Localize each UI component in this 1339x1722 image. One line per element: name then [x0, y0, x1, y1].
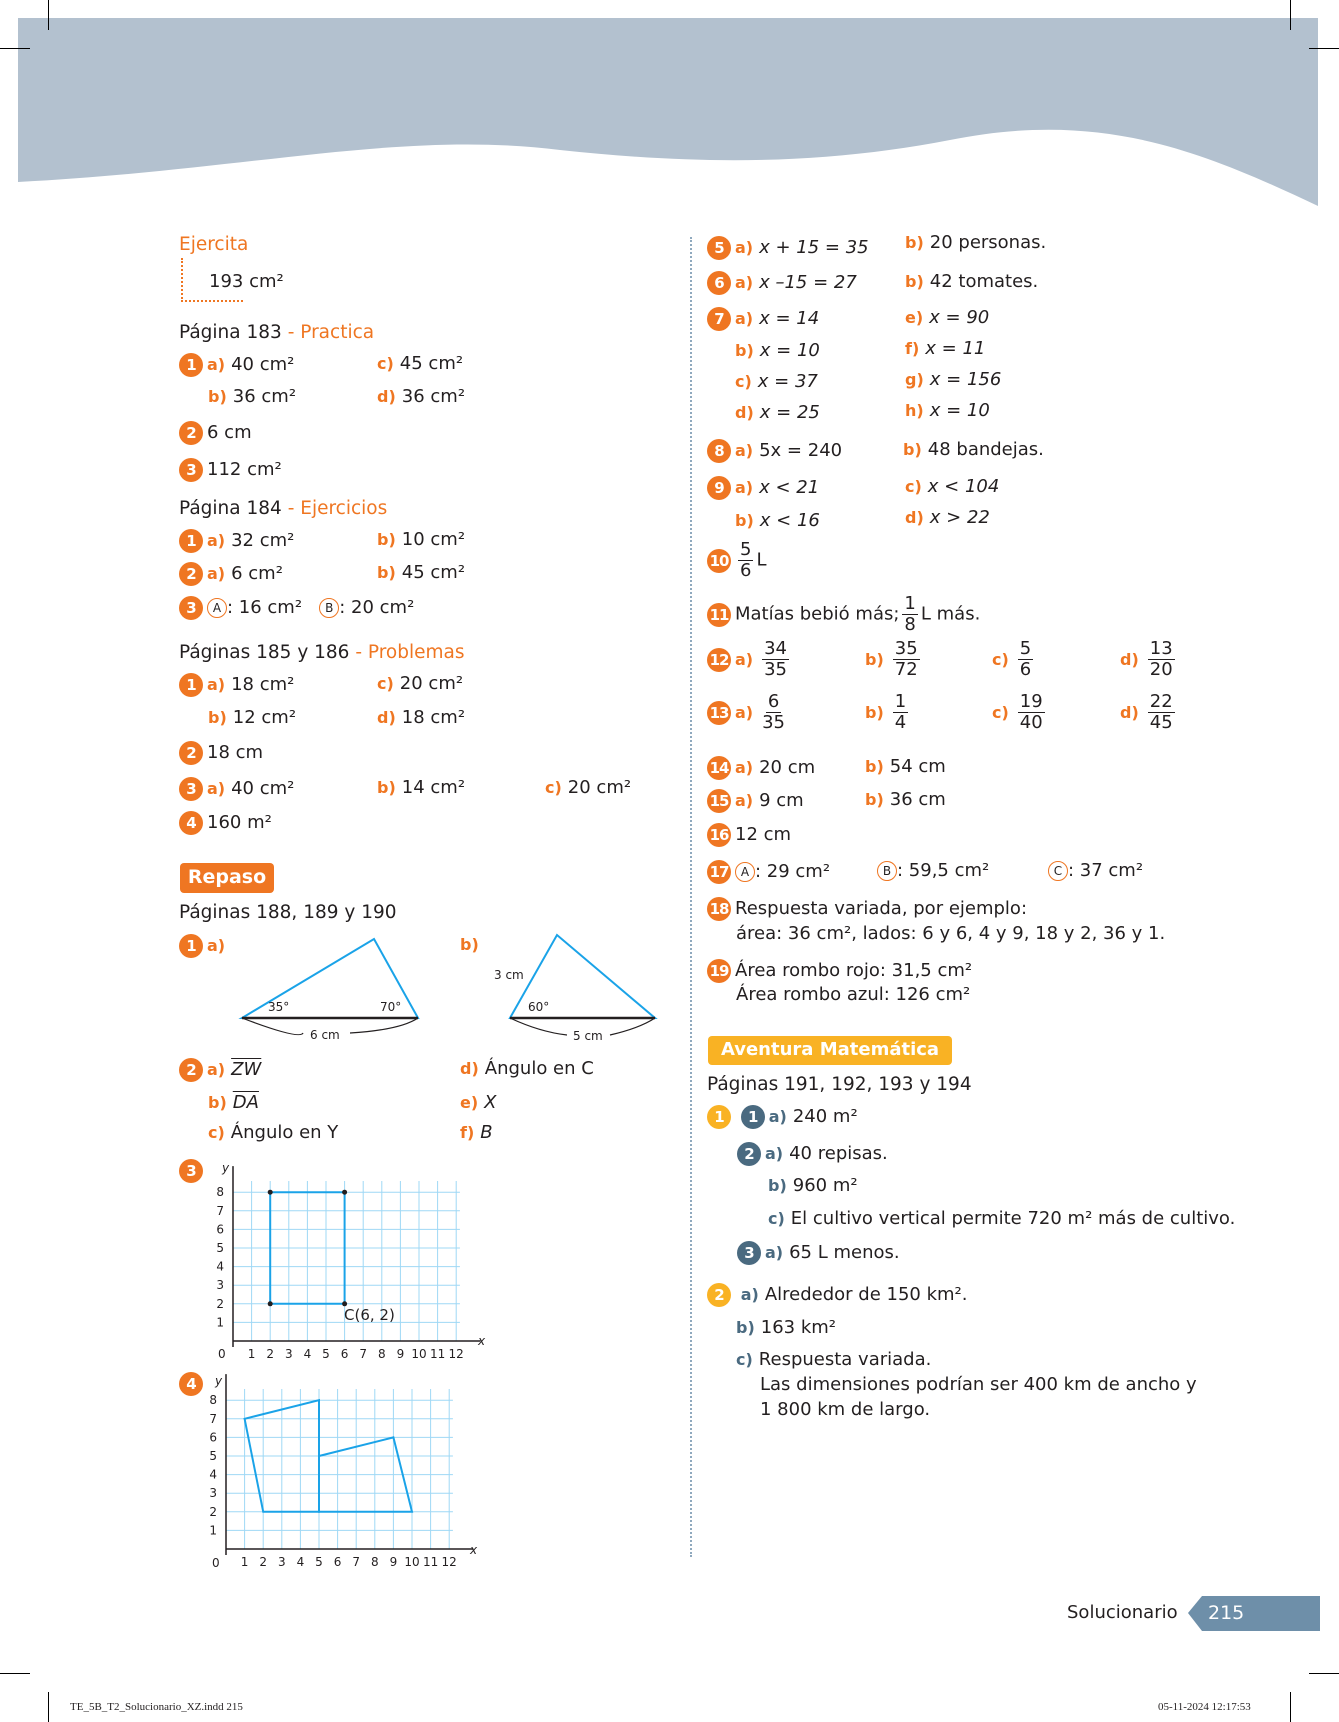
answer-line: c) Ángulo en Y [208, 1122, 339, 1143]
answer-line: 3 112 cm² [179, 458, 282, 482]
x-tick-label: 8 [370, 1555, 379, 1569]
answer-line: 2 a) 40 repisas. [737, 1142, 888, 1166]
answer-line: 4 [179, 1372, 207, 1396]
x-tick-label: 5 [315, 1555, 323, 1569]
answer-line: c) 20 cm² [377, 673, 464, 694]
answer-line: b) 20 personas. [905, 232, 1047, 253]
y-tick-label: 8 [209, 1393, 217, 1408]
side-label: 6 cm [310, 1028, 340, 1042]
point [342, 1190, 347, 1195]
answer-line: b) x < 16 [735, 510, 820, 531]
answer-line: 1 a) 32 cm² [179, 529, 294, 553]
y-tick-label: 3 [209, 1486, 217, 1501]
answer-line: c) El cultivo vertical permite 720 m² más de cultivo. [768, 1208, 1236, 1229]
answer-line: 7 a) x = 14 [707, 307, 819, 331]
answer-line: b) 54 cm [865, 756, 946, 777]
x-tick-label: 11 [429, 1347, 446, 1361]
x-tick-label: 9 [389, 1555, 398, 1569]
angle-label: 70° [380, 1000, 402, 1014]
answer-line: h) x = 10 [905, 400, 990, 421]
answer-line: 3 a) 65 L menos. [737, 1241, 900, 1265]
x-tick-label: 12 [448, 1347, 464, 1361]
x-tick-label: 7 [359, 1347, 368, 1361]
x-tick-label: 5 [322, 1347, 330, 1361]
answer-line: 4 160 m² [179, 811, 272, 835]
answer-line: f) x = 11 [905, 338, 986, 359]
answer-line: área: 36 cm², lados: 6 y 6, 4 y 9, 18 y 2, 36 y 1. [736, 923, 1166, 944]
y-tick-label: 3 [216, 1278, 224, 1293]
x-tick-label: 2 [266, 1347, 275, 1361]
page-number: 215 [1208, 1602, 1245, 1624]
answer-line: 16 12 cm [707, 823, 791, 847]
answer-line: b) 42 tomates. [905, 271, 1039, 292]
answer-line: 3 [179, 1159, 207, 1183]
answer-line: c) x = 37 [735, 371, 818, 392]
answer-line: 15 a) 9 cm [707, 789, 804, 813]
answer-line: b) 10 cm² [377, 529, 466, 550]
answer-line: 6 a) x –15 = 27 [707, 271, 857, 295]
answer-line: 12 a) $\frac{34}{35}$ [707, 639, 792, 680]
answer-line: b) 12 cm² [208, 707, 297, 728]
ejercita-heading: Ejercita [179, 234, 249, 255]
answer-line: 17 A : 29 cm² [707, 860, 830, 884]
answer-line: d) 18 cm² [377, 707, 466, 728]
answer-line: 2 a) Alrededor de 150 km². [707, 1283, 968, 1307]
answer-line: 19 Área rombo rojo: 31,5 cm² [707, 959, 972, 983]
x-tick-label: 9 [396, 1347, 405, 1361]
y-axis-label: y [222, 1161, 230, 1175]
answer-line: b) [460, 935, 479, 954]
y-tick-label: 2 [216, 1296, 224, 1311]
x-tick-label: 10 [404, 1555, 420, 1569]
y-tick-label: 1 [216, 1315, 224, 1330]
x-tick-label: 4 [303, 1347, 312, 1361]
point [268, 1190, 273, 1195]
answer-line: f) B [460, 1122, 493, 1143]
header-wave [0, 0, 1339, 220]
footer-label: Solucionario [1067, 1602, 1178, 1623]
repaso-banner: Repaso [180, 863, 274, 893]
answer-line: d) $\frac{22}{45}$ [1120, 691, 1173, 733]
slug-date: 05-11-2024 12:17:53 [1158, 1701, 1251, 1713]
answer-line: b) $\frac{35}{72}$ [865, 638, 918, 680]
answer-line: 2 6 cm [179, 421, 252, 445]
answer-line: 1 800 km de largo. [760, 1399, 931, 1420]
y-tick-label: 7 [209, 1411, 217, 1426]
answer-line: b) 163 km² [736, 1317, 837, 1338]
x-tick-label: 10 [411, 1347, 427, 1361]
section-heading: Páginas 191, 192, 193 y 194 [707, 1074, 972, 1095]
x-tick-label: 6 [333, 1555, 342, 1569]
section-heading: Página 183 - Practica [179, 322, 375, 343]
slug-file: TE_5B_T2_Solucionario_XZ.indd 215 [70, 1701, 243, 1713]
x-tick-label: 7 [352, 1555, 361, 1569]
section-heading: Páginas 185 y 186 - Problemas [179, 642, 465, 663]
side-label: 3 cm [494, 968, 524, 982]
y-tick-label: 1 [209, 1523, 217, 1538]
answer-line: d) x = 25 [735, 402, 820, 423]
x-tick-label: 4 [296, 1555, 305, 1569]
x-tick-label: 1 [247, 1347, 256, 1361]
answer-line: 13 a) $\frac{6}{35}$ [707, 692, 788, 733]
y-tick-label: 4 [216, 1259, 224, 1274]
answer-line: C : 37 cm² [1048, 860, 1143, 882]
x-axis-label: x [470, 1543, 478, 1557]
answer-line: 5 a) x + 15 = 35 [707, 236, 869, 260]
x-tick-label: 6 [340, 1347, 349, 1361]
answer-line: d) $\frac{13}{20}$ [1120, 638, 1173, 680]
answer-line: 14 a) 20 cm [707, 756, 815, 780]
y-tick-label: 4 [209, 1467, 217, 1482]
x-tick-label: 3 [277, 1555, 286, 1569]
answer-line: d) Ángulo en C [460, 1058, 594, 1079]
ejercita-answer: 193 cm² [209, 271, 284, 292]
origin-label: 0 [212, 1556, 220, 1570]
answer-line: 3 a) 40 cm² [179, 777, 294, 801]
answer-line: 10 $\frac{5}{6}$ L [707, 540, 766, 581]
answer-line: 1 a) [179, 934, 231, 958]
section-heading: Páginas 188, 189 y 190 [179, 902, 397, 923]
y-tick-label: 6 [216, 1222, 224, 1237]
answer-line: b) 45 cm² [377, 562, 466, 583]
y-tick-label: 8 [216, 1185, 224, 1200]
answer-line: g) x = 156 [905, 369, 1002, 390]
answer-line: d) 36 cm² [377, 386, 466, 407]
angle-label: 35° [268, 1000, 290, 1014]
answer-line: c) 45 cm² [377, 353, 464, 374]
side-label: 5 cm [573, 1029, 603, 1043]
y-tick-label: 2 [209, 1504, 217, 1519]
y-axis-label: y [215, 1374, 223, 1388]
answer-line: b) x = 10 [735, 340, 820, 361]
angle-label: 60° [528, 1000, 550, 1014]
y-tick-label: 5 [209, 1449, 217, 1463]
x-tick-label: 8 [377, 1347, 386, 1361]
x-axis-label: x [478, 1334, 486, 1348]
aventura-banner: Aventura Matemática [708, 1036, 952, 1065]
answer-line: b) 960 m² [768, 1175, 858, 1196]
answer-line: 8 a) 5x = 240 [707, 439, 842, 463]
answer-line: B : 59,5 cm² [877, 860, 989, 882]
answer-line: b) $\frac{1}{4}$ [865, 691, 907, 733]
x-tick-label: 2 [259, 1555, 268, 1569]
answer-line: Las dimensiones podrían ser 400 km de ancho y [760, 1374, 1197, 1395]
answer-line: b) 36 cm² [208, 386, 297, 407]
answer-line: e) X [460, 1092, 497, 1113]
column-divider [690, 237, 692, 1557]
section-heading: Página 184 - Ejercicios [179, 498, 388, 519]
answer-line: 3 A : 16 cm² B : 20 cm² [179, 596, 414, 620]
answer-line: Área rombo azul: 126 cm² [736, 984, 971, 1005]
x-tick-label: 11 [422, 1555, 439, 1569]
y-tick-label: 5 [216, 1241, 224, 1255]
answer-line: c) Respuesta variada. [736, 1349, 932, 1370]
answer-line: e) x = 90 [905, 307, 990, 328]
answer-line: b) 14 cm² [377, 777, 466, 798]
origin-label: 0 [218, 1347, 226, 1361]
answer-line: 1 a) 40 cm² [179, 353, 294, 377]
point [268, 1301, 273, 1306]
answer-line: 2 a) 6 cm² [179, 562, 283, 586]
answer-line: 9 a) x < 21 [707, 476, 819, 500]
answer-line: 2 a) $\overline{ZW}$ [179, 1058, 261, 1082]
y-tick-label: 7 [216, 1203, 224, 1218]
point-label: C(6, 2) [344, 1306, 395, 1324]
answer-line: 11 Matías bebió más; $\frac{1}{8}$ L más. [707, 594, 980, 635]
x-tick-label: 3 [284, 1347, 293, 1361]
answer-line: b) 36 cm [865, 789, 946, 810]
answer-line: c) $\frac{5}{6}$ [992, 638, 1032, 680]
x-tick-label: 1 [240, 1555, 249, 1569]
answer-line: b) $\overline{DA}$ [208, 1092, 259, 1113]
x-tick-label: 12 [441, 1555, 457, 1569]
answer-line: b) 48 bandejas. [903, 439, 1044, 460]
answer-line: c) 20 cm² [545, 777, 632, 798]
answer-line: 1 a) 18 cm² [179, 673, 294, 697]
answer-line: 1 1 a) 240 m² [707, 1105, 858, 1129]
answer-line: c) x < 104 [905, 476, 1000, 497]
y-tick-label: 6 [209, 1430, 217, 1445]
answer-line: 2 18 cm [179, 741, 263, 765]
answer-line: c) $\frac{19}{40}$ [992, 691, 1043, 733]
answer-line: d) x > 22 [905, 507, 990, 528]
answer-line: 18 Respuesta variada, por ejemplo: [707, 897, 1027, 921]
